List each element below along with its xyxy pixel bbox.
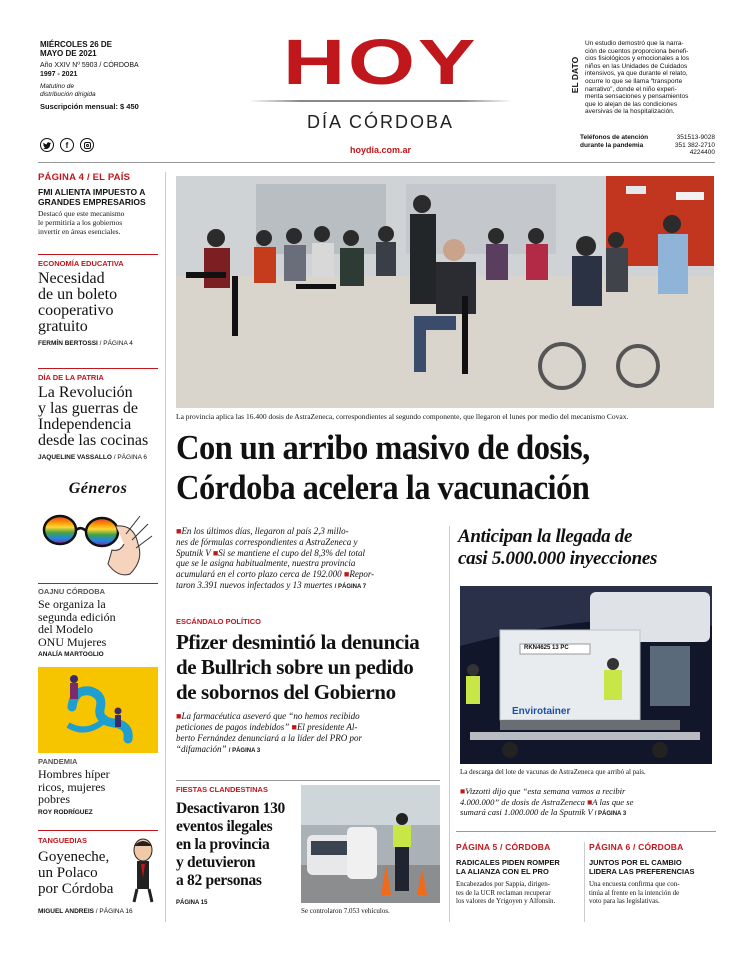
sidebar-kicker: TANGUEDIAS [38,836,88,845]
sidebar-headline[interactable]: FMI ALIENTA IMPUESTO A GRANDES EMPRESARIOS [38,187,146,207]
anticipan-body: ■Vizzotti dijo que “esta semana vamos a recibir 4.000.000” de dosis de AstraZeneca ■A las que se sumará casi 1.000.000 de la Sputnik V / PÁGINA 3 [460,786,634,817]
inequality-illustration [38,667,158,753]
column-divider [449,526,450,922]
byline: FERMÍN BERTOSSI / PÁGINA 4 [38,340,133,347]
dato-label-wrap [570,40,578,120]
photo-caption: Se controlaron 7.053 vehículos. [301,907,390,915]
story-kicker: ESCÁNDALO POLÍTICO [176,617,262,626]
sidebar-kicker: PANDEMIA [38,757,78,766]
facebook-icon[interactable]: f [60,138,74,152]
juntos-brief[interactable] [589,842,717,906]
page-ref[interactable]: / PÁGINA 7 [334,583,367,590]
byline: MIGUEL ANDREIS / PÁGINA 16 [38,908,133,915]
brief-kicker: PÁGINA 6 / CÓRDOBA [589,842,684,852]
dato-label: EL DATO [570,56,580,94]
lead-body: ■En los últimos días, llegaron al país 2,3 millo- nes de fórmulas correspondientes a AstraZeneca y Sputnik V ■Si se mantiene el cupo del 8,3% del total que se le asigna habitualmente, nuestra provincia acumulará en el corto plazo cerca de 192.000 ■Repor- taron 3.391 nuevos infectados y 13 muertes / PÁGINA 7 [176,526,375,590]
column-divider [584,842,585,922]
page-ref[interactable]: / PÁGINA 3 [228,748,261,754]
checkpoint-photo[interactable] [301,785,440,903]
sidebar-story-pandemia[interactable] [38,757,158,816]
divider [38,583,158,584]
phone-number[interactable]: 351 382-2710 [674,141,715,149]
pandemia-illustration [38,667,158,753]
generos-title: Géneros [68,480,128,497]
byline: JAQUELINE VASSALLO / PÁGINA 6 [38,454,147,461]
vaccination-scene [176,176,714,408]
caricature-illustration [128,838,158,904]
crate-label: Envirotainer [512,706,571,717]
sidebar-headline: Necesidad de un boleto cooperativo gratuito [38,270,118,335]
brief-kicker: PÁGINA 5 / CÓRDOBA [456,842,551,852]
brief-headline: RADICALES PIDEN ROMPER LA ALIANZA CON EL PRO [456,858,560,876]
lead-headline[interactable]: Con un arribo masivo de dosis, Córdoba acelera la vacunación [176,428,590,507]
story-kicker: FIESTAS CLANDESTINAS [176,785,268,794]
cargo-unload-scene [460,586,712,764]
website-link[interactable]: hoydia.com.ar [349,145,412,155]
sidebar-headline: Goyeneche, un Polaco por Córdoba [38,849,114,897]
twitter-icon[interactable] [40,138,54,152]
logo-divider [248,100,513,102]
phone-number[interactable]: 351513-9028 [676,134,715,141]
sidebar-kicker: OAJNU CÓRDOBA [38,587,106,596]
logo[interactable]: HOY [282,26,479,98]
byline: ANALÍA MARTOGLIO [38,651,104,658]
sidebar-story-onu[interactable] [38,587,158,658]
sidebar-headline: Hombres híper ricos, mujeres pobres [38,767,110,806]
instagram-icon[interactable] [80,138,94,152]
sidebar-kicker: ECONOMÍA EDUCATIVA [38,259,124,268]
logo-subtitle: DÍA CÓRDOBA [306,112,455,132]
story-headline: Desactivaron 130 eventos ilegales en la provincia y detuvieron a 82 personas [176,800,285,889]
fiestas-story[interactable] [176,785,298,906]
sidebar [38,172,158,236]
brief-body: Una encuesta confirma que con- tinúa al frente en la intención de voto para las legislativas. [589,880,680,905]
page-ref[interactable]: PÁGINA 15 [176,900,208,906]
story-headline: Pfizer desmintió la denuncia de Bullrich sobre un pedido de sobornos del Gobierno [176,630,420,704]
generos-block[interactable] [38,480,158,580]
masthead-logo-block [238,26,523,155]
radicales-brief[interactable] [456,842,580,906]
masthead-info [40,40,170,111]
sidebar-story-patria[interactable] [38,373,158,461]
story-body: ■La farmacéutica aseveró que “no hemos recibido peticiones de pagos indebidos” ■El presidente Al- berto Fernández denunciará a la líder del PRO por “difamación” / PÁGINA 3 [176,711,362,754]
photo-caption: La provincia aplica las 16.400 dosis de AstraZeneca, correspondientes al segundo componente, que llegaron el lunes por medio del mecanismo Covax. [176,412,629,421]
vaccine-unload-photo[interactable] [460,586,712,764]
byline: ROY RODRÍGUEZ [38,808,93,816]
police-checkpoint-scene [301,785,440,903]
divider [38,830,158,831]
divider [38,254,158,255]
phone-number[interactable]: 4224400 [689,149,715,157]
rainbow-glasses-illustration [38,504,158,580]
sidebar-kicker: DÍA DE LA PATRIA [38,373,104,382]
anticipan-headline[interactable]: Anticipan la llegada de casi 5.000.000 inyecciones [458,526,658,569]
issue-number: Año XXIV Nº 5903 / CÓRDOBA [40,62,139,69]
crate-code: RKN4625 13 PC [524,645,569,651]
social-icons [40,138,94,152]
date-line: MIÉRCOLES 26 DE [40,40,113,49]
column-divider [165,172,166,922]
years: 1997 - 2021 [40,71,78,78]
subscription: Suscripción mensual: $ 450 [40,102,139,111]
divider [38,368,158,369]
sidebar-headline: Se organiza la segunda edición del Modelo ONU Mujeres [38,597,116,649]
divider [456,831,716,832]
divider [176,780,440,781]
sidebar-story-economia[interactable] [38,259,158,347]
brief-body: Encabezados por Sappia, dirigen- tes de la UCR reclaman recuperar los valores de Yrigoyen y Alfonsín. [456,880,556,905]
vaccination-photo[interactable] [176,176,714,408]
sidebar-kicker: PÁGINA 4 / EL PAÍS [38,172,131,183]
pfizer-story[interactable] [176,617,444,757]
distribution: Matutino de distribución dirigida [40,83,96,98]
sidebar-body: Destacó que este mecanismo le permitiría a los gobiernos invertir en áreas esenciales. [38,209,125,236]
date-line: MAYO DE 2021 [40,49,97,58]
masthead-rule [38,162,715,163]
brief-headline: JUNTOS POR EL CAMBIO LIDERA LAS PREFERENCIAS [589,858,695,876]
dato-text: Un estudio demostró que la narra- ción de cuentos proporciona benefi- cios fisiológicos y emocionales a los niños en las Unidades de Cuidados intensivos, ya que durante el relato, ocurre lo que se llama “transporte narrativo”, donde el niño experi- menta sensaciones y pensamientos que lo alejan de las condiciones aversivas de la hospitalización. [585,40,690,116]
sidebar-headline: La Revolución y las guerras de Independencia desde las cocinas [38,384,149,449]
photo-caption: La descarga del lote de vacunas de AstraZeneca que arribó al país. [460,768,646,776]
sidebar-story-tanguedias[interactable] [38,836,158,920]
page-ref[interactable]: / PÁGINA 3 [594,811,627,817]
